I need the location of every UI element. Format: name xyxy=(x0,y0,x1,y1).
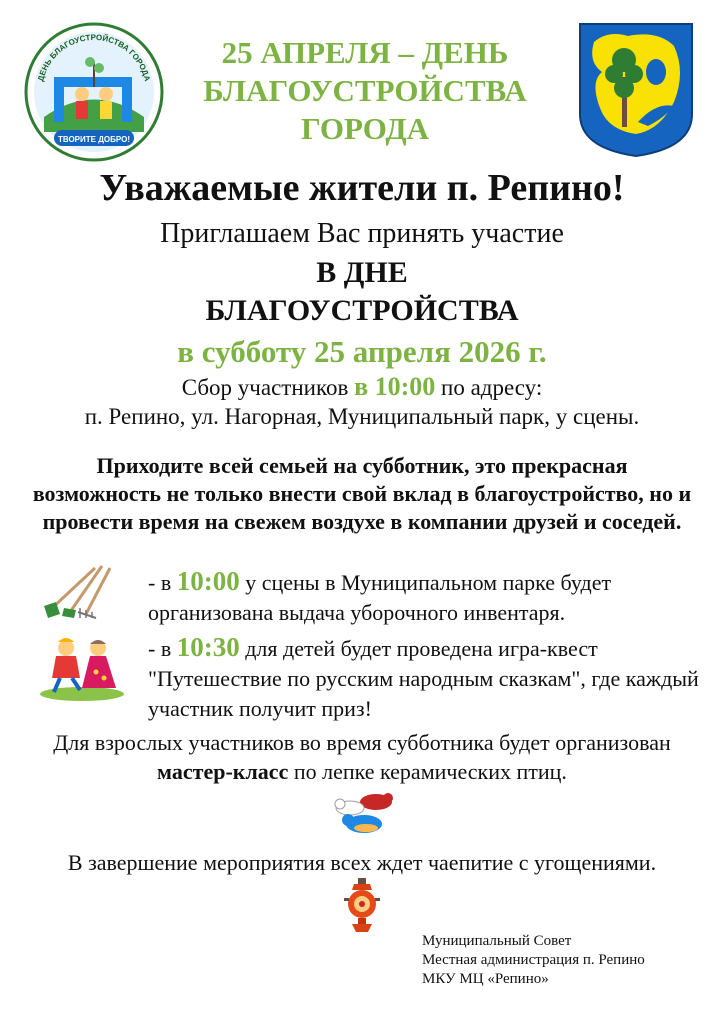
adults-prefix: Для взрослых участников во время субботника будет организован xyxy=(53,730,671,755)
svg-text:ДЕНЬ БЛАГОУСТРОЙСТВА ГОРОДА: ДЕНЬ БЛАГОУСТРОЙСТВА ГОРОДА xyxy=(36,32,152,83)
appeal-text: Приходите всей семьей на субботник, это прекрасная возможность не только внести свой вклад в благоустройство, но и провести время на свежем воздухе в компании друзей и соседей. xyxy=(32,453,692,534)
finale-text: В завершение мероприятия всех ждет чаепитие с угощениями. xyxy=(67,850,657,875)
schedule-prefix: - в xyxy=(148,570,177,595)
kids-fairytale-icon xyxy=(36,632,128,702)
adults-suffix: по лепке керамических птиц. xyxy=(288,759,567,784)
signature-line: Местная администрация п. Репино xyxy=(422,952,645,968)
event-title xyxy=(160,34,570,148)
title-line: БЛАГОУСТРОЙСТВА xyxy=(203,73,527,108)
gather-suffix: по адресу: xyxy=(435,375,543,400)
event-date: в субботу 25 апреля 2026 г. xyxy=(177,334,547,369)
title-line: 25 АПРЕЛЯ – ДЕНЬ xyxy=(221,35,509,70)
adults-masterclass xyxy=(40,728,684,786)
gather-prefix: Сбор участников xyxy=(181,375,355,400)
samovar-icon xyxy=(342,876,382,934)
schedule-text: у сцены в Муниципальном парке будет организована выдача уборочного инвентаря. xyxy=(148,570,612,625)
ceramic-birds-icon xyxy=(326,784,402,842)
day-line-1: В ДНЕ xyxy=(316,256,408,289)
schedule-item-quest xyxy=(148,632,708,724)
signature-line: Муниципальный Совет xyxy=(422,933,572,949)
gather-info xyxy=(0,372,724,402)
logo-slogan: ТВОРИТЕ ДОБРО! xyxy=(57,135,131,144)
gather-time: в 10:00 xyxy=(354,372,436,401)
garden-tools-icon xyxy=(40,560,130,620)
event-logo xyxy=(24,22,164,162)
day-line-2: БЛАГОУСТРОЙСТВА xyxy=(205,294,519,327)
masterclass-label: мастер-класс xyxy=(157,759,289,784)
title-line: ГОРОДА xyxy=(300,111,430,146)
coat-of-arms xyxy=(578,22,694,158)
schedule-prefix: - в xyxy=(148,636,177,661)
schedule-item-tools xyxy=(148,566,708,628)
signature-line: МКУ МЦ «Репино» xyxy=(422,971,549,987)
event-address: п. Репино, ул. Нагорная, Муниципальный парк, у сцены. xyxy=(84,404,640,429)
schedule-text: для детей будет проведена игра-квест "Путешествие по русским народным сказкам", где каждый участник получит приз! xyxy=(148,636,699,721)
signature-block xyxy=(422,932,712,989)
schedule-time: 10:30 xyxy=(176,632,240,662)
invite-text: Приглашаем Вас принять участие xyxy=(160,218,564,249)
schedule-time: 10:00 xyxy=(176,566,240,596)
greeting: Уважаемые жители п. Репино! xyxy=(99,167,625,209)
